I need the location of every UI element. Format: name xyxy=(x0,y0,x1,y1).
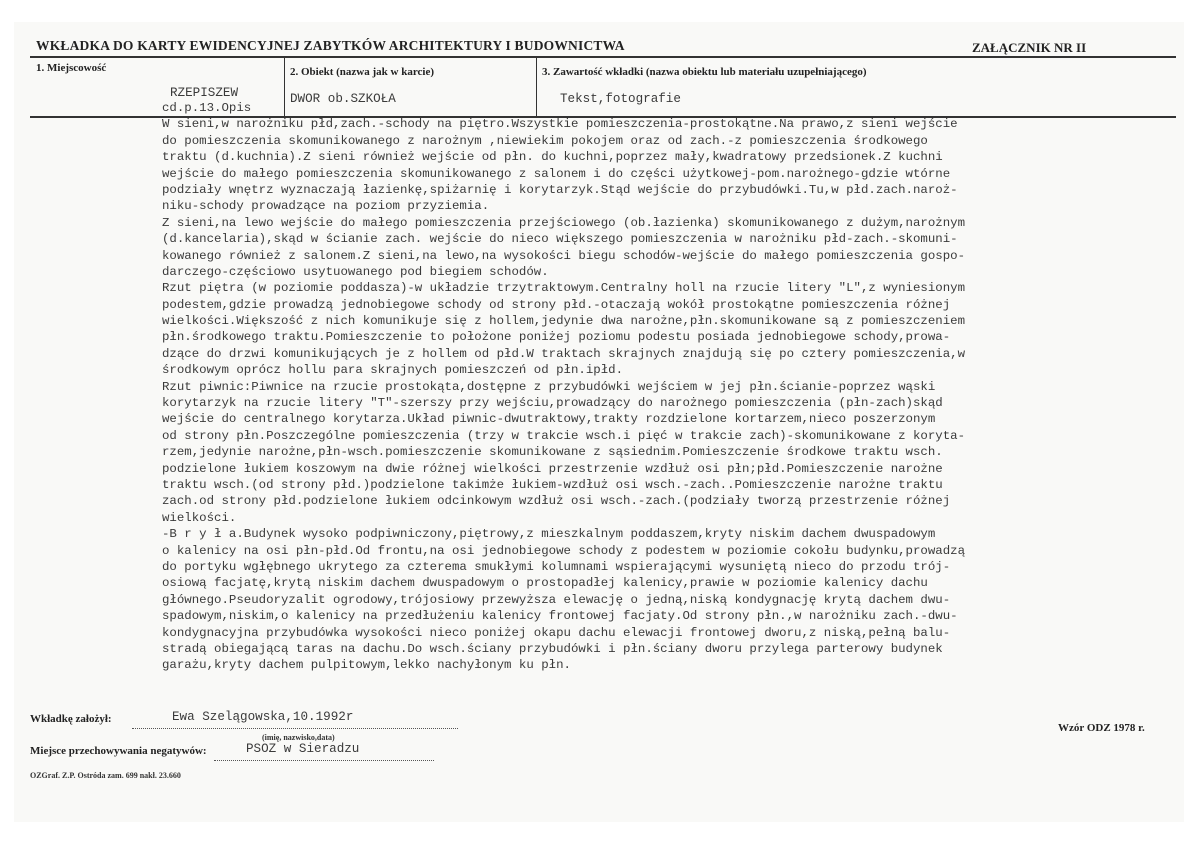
text-line: podzielone łukiem koszowym na dwie różnej wielkości przestrzenie wzdłuż osi płn;płd.Pomieszczenie narożne xyxy=(162,461,943,476)
text-line: traktu wsch.(od strony płd.)podzielone takimże łukiem-wzdłuż osi wsch.-zach..Pomieszczenie narożne traktu xyxy=(162,477,943,492)
author-value: Ewa Szelągowska,10.1992r xyxy=(172,710,354,724)
negative-label: Miejsce przechowywania negatywów: xyxy=(30,745,207,757)
text-line: podziały wnętrz wyznaczają łazienkę,spiżarnię i korytarzyk.Stąd wejście do przybudówki.Tu,w płd.zach.naroż- xyxy=(162,182,958,197)
place-label: 1. Miejscowość xyxy=(36,62,107,74)
attachment-number: ZAŁĄCZNIK NR II xyxy=(972,40,1087,55)
form-model: Wzór ODZ 1978 r. xyxy=(1058,722,1145,734)
text-line: korytarzyk na rzucie litery "T"-szerszy przy wejściu,prowadzący do narożnego pomieszczenia (płn-zach)skąd xyxy=(162,396,943,411)
text-line: kondygnacyjna przybudówka wysokości nieco poniżej okapu dachu elewacji frontowej dworu,z niską,pełną balu- xyxy=(162,625,951,640)
text-line: kowanego również z salonem.Z sieni,na lewo,na wysokości biegu schodów-wejście do małego pomieszczenia gospo- xyxy=(162,248,966,263)
text-line: stradą obiegającą taras na dachu.Do wsch.ściany przybudówki i płn.ściany dworu przylega parterowy budynek xyxy=(162,641,943,656)
text-line: W sieni,w narożniku płd,zach.-schody na piętro.Wszystkie pomieszczenia-prostokątne.Na prawo,z sieni wejście xyxy=(162,117,958,132)
text-line: Rzut piętra (w poziomie poddasza)-w układzie trzytraktowym.Centralny holl na rzucie litery "L",z wyniesionym xyxy=(162,281,966,296)
text-line: podestem,gdzie prowadzą jednobiegowe schody od strony płd.-otaczają wokół prostokątne pomieszczenia różnej xyxy=(162,297,951,312)
text-line: garażu,kryty dachem pulpitowym,lekko nachyłonym ku płn. xyxy=(162,658,571,673)
form-title: WKŁADKA DO KARTY EWIDENCYJNEJ ZABYTKÓW ARCHITEKTURY I BUDOWNICTWA xyxy=(36,38,625,53)
text-line: Rzut piwnic:Piwnice na rzucie prostokąta,dostępne z przybudówki wejściem w jej płn.ścianie-poprzez wąski xyxy=(162,379,936,394)
text-line: wielkości. xyxy=(162,510,237,525)
text-line: osiową facjatę,krytą niskim dachem dwuspadowym o prostopadłej kalenicy,prawie w poziomie kalenicy dachu xyxy=(162,576,928,591)
object-label: 2. Obiekt (nazwa jak w karcie) xyxy=(290,66,435,78)
text-line: spadowym,niskim,o kalenicy na przedłużeniu kalenicy frontowej facjaty.Od strony płn.,w narożniku zach.-dwu- xyxy=(162,609,958,624)
text-line: (d.kancelaria),skąd w ścianie zach. wejście do nieco większego pomieszczenia w narożniku płd-zach.-skomuni- xyxy=(162,232,958,247)
printer-note: OZGraf. Z.P. Ostróda zam. 699 nakł. 23.660 xyxy=(30,771,181,780)
text-line: dzące do drzwi komunikujących je z hollem od płd.W traktach skrajnych znajdują się po cztery pomieszczenia,w xyxy=(162,346,966,361)
form-sheet xyxy=(14,22,1184,822)
text-line: płn.środkowego traktu.Pomieszczenie to położone poniżej poziomu podestu posiada jednobiegowe schody,prowa- xyxy=(162,330,951,345)
negative-value: PSOZ w Sieradzu xyxy=(246,742,360,756)
author-hint: (imię, nazwisko,data) xyxy=(262,733,335,742)
text-line: o kalenicy na osi płn-płd.Od frontu,na osi jednobiegowe schody z podestem w poziomie cokołu budynku,prowadzą xyxy=(162,543,966,558)
header-rule xyxy=(30,56,1176,58)
text-line: do portyku wgłębnego ukrytego za czterema smukłymi kolumnami wspierającymi wysuniętą nieco do przodu trój- xyxy=(162,559,951,574)
text-line: cd.p.13.Opis xyxy=(162,101,252,115)
contents-value: Tekst,fotografie xyxy=(560,92,681,106)
text-line: wejście do małego pomieszczenia skomunikowanego z salonem i do części użytkowej-pom.narożnego-gdzie wtórne xyxy=(162,166,951,181)
text-line: zach.od strony płd.podzielone łukiem odcinkowym wzdłuż osi wsch.-zach.(podziały tworzą przestrzenie różnej xyxy=(162,494,951,509)
text-line: głównego.Pseudoryzalit ogrodowy,trójosiowy przewyższa elewację o jedną,niską kondygnację krytą dachem dwu- xyxy=(162,592,951,607)
text-line: do pomieszczenia skomunikowanego z narożnym ,niewiekim pokojem oraz od zach.-z pomieszczenia środkowego xyxy=(162,133,928,148)
text-line: rzem,jedynie narożne,płn-wsch.pomieszczenie skomunikowane z sąsiednim.Pomieszczenie środkowe traktu wsch. xyxy=(162,445,943,460)
text-line: wielkości.Większość z nich komunikuje się z hollem,jedynie dwa narożne,płn.skomunikowane są z pomieszczeniem xyxy=(162,314,966,329)
text-line: -B r y ł a.Budynek wysoko podpiwniczony,piętrowy,z mieszkalnym poddaszem,kryty niskim dachem dwuspadowym xyxy=(162,527,936,542)
author-label: Wkładkę założył: xyxy=(30,713,112,725)
text-line: Z sieni,na lewo wejście do małego pomieszczenia przejściowego (ob.łazienka) skomunikowanego z dużym,narożnym xyxy=(162,215,966,230)
description-text xyxy=(162,100,1062,674)
text-line: traktu (d.kuchnia).Z sieni również wejście od płn. do kuchni,poprzez mały,kwadratowy przedsionek.Z kuchni xyxy=(162,150,943,165)
place-value: RZEPISZEW xyxy=(170,86,239,100)
contents-label: 3. Zawartość wkładki (nazwa obiektu lub materiału uzupełniającego) xyxy=(542,66,867,78)
text-line: darczego-częściowo usytuowanego pod biegiem schodów. xyxy=(162,264,549,279)
object-value: DWOR ob.SZKOŁA xyxy=(290,92,396,106)
text-line: środkowym oprócz hollu para skrajnych pomieszczeń od płn.ipłd. xyxy=(162,363,624,378)
text-line: od strony płn.Poszczególne pomieszczenia (trzy w trakcie wsch.i pięć w trakcie zach)-skomunikowane z koryta- xyxy=(162,428,966,443)
text-line: niku-schody prowadzące na poziom przyziemia. xyxy=(162,199,490,214)
text-line: wejście do centralnego korytarza.Układ piwnic-dwutraktowy,trakty rozdzielone kortarzem,nieco poszerzonym xyxy=(162,412,936,427)
